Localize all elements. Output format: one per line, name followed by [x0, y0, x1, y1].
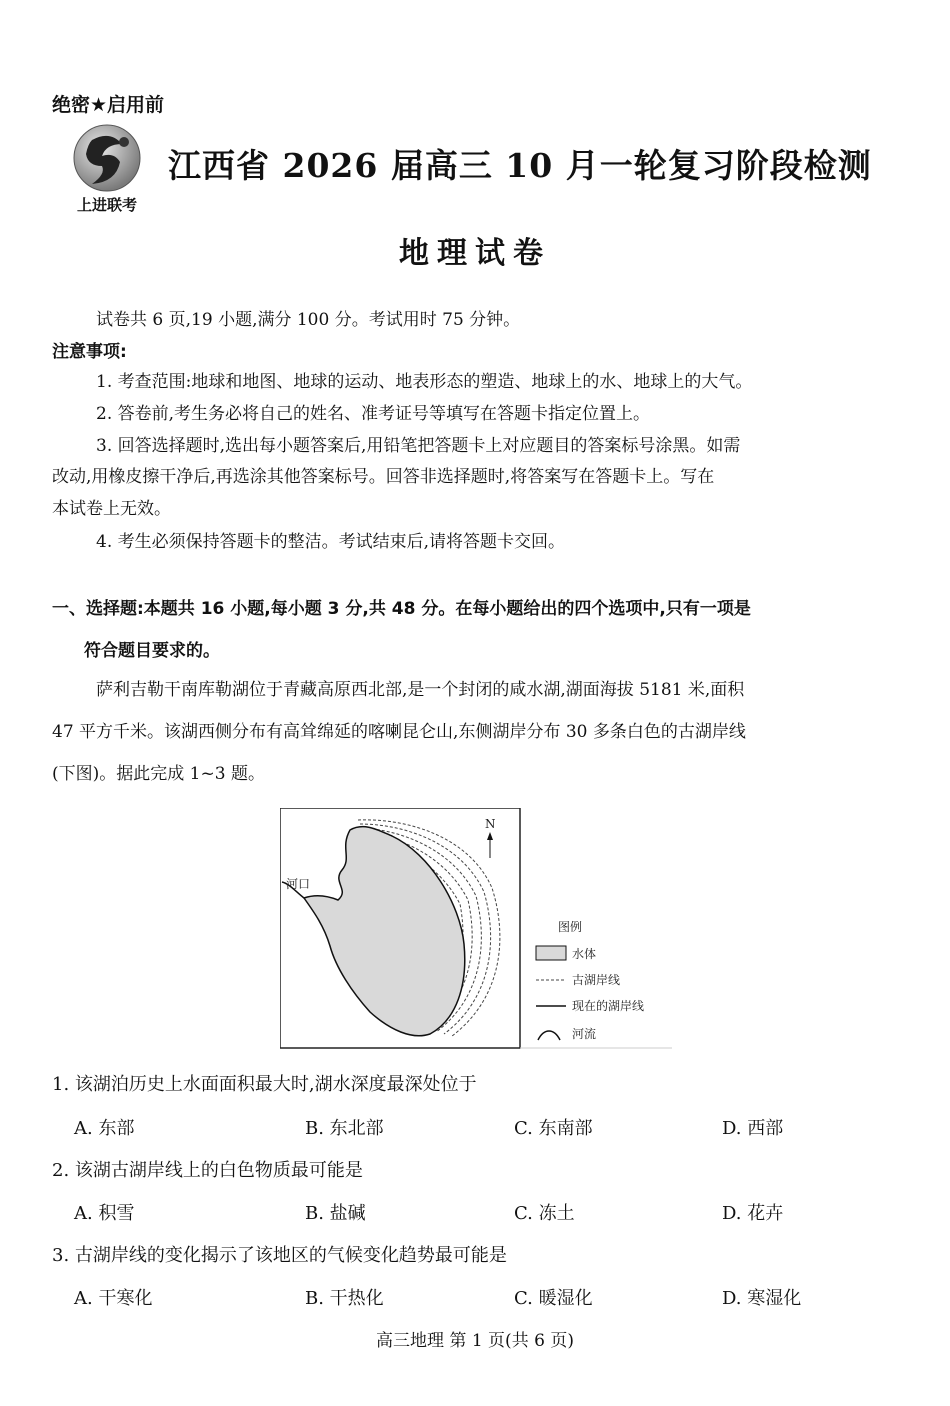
q1-option-c[interactable]: C. 东南部: [514, 1118, 593, 1139]
question-3-stem: 3. 古湖岸线的变化揭示了该地区的气候变化趋势最可能是: [52, 1245, 507, 1266]
lake-water-body: [304, 827, 465, 1036]
exam-title: 江西省 2026 届高三 10 月一轮复习阶段检测: [168, 146, 872, 185]
passage-line-2: 47 平方千米。该湖西侧分布有高耸绵延的喀喇昆仑山,东侧湖岸分布 30 多条白色的古湖岸线: [52, 722, 746, 742]
section-heading-cont: 符合题目要求的。: [84, 641, 220, 661]
lake-map-figure: [280, 808, 672, 1050]
note-item-4: 4. 考生必须保持答题卡的整洁。考试结束后,请将答题卡交回。: [96, 532, 566, 552]
legend-river-icon: [538, 1031, 560, 1040]
q2-option-a[interactable]: A. 积雪: [74, 1203, 135, 1224]
legend-water-swatch: [536, 946, 566, 960]
legend-river: 河流: [572, 1027, 597, 1041]
logo: [62, 122, 152, 217]
question-2-stem: 2. 该湖古湖岸线上的白色物质最可能是: [52, 1160, 363, 1181]
page-footer: 高三地理 第 1 页(共 6 页): [376, 1331, 574, 1351]
intro-text: 试卷共 6 页,19 小题,满分 100 分。考试用时 75 分钟。: [96, 310, 521, 330]
legend-current: 现在的湖岸线: [572, 999, 645, 1013]
q1-option-d[interactable]: D. 西部: [722, 1118, 784, 1139]
confidential-label: 绝密★启用前: [52, 94, 165, 116]
q3-option-b[interactable]: B. 干热化: [305, 1288, 384, 1309]
river-mouth-label: 河口: [286, 877, 311, 891]
q1-option-a[interactable]: A. 东部: [74, 1118, 135, 1139]
q2-option-b[interactable]: B. 盐碱: [305, 1203, 366, 1224]
legend-ancient: 古湖岸线: [572, 973, 621, 987]
legend-water: 水体: [572, 947, 597, 961]
logo-text: 上进联考: [76, 196, 137, 214]
passage-line-3: (下图)。据此完成 1~3 题。: [52, 764, 265, 784]
passage-line-1: 萨利吉勒干南库勒湖位于青藏高原西北部,是一个封闭的咸水湖,湖面海拔 5181 米,面积: [96, 680, 745, 700]
q2-option-d[interactable]: D. 花卉: [722, 1203, 784, 1224]
q1-option-b[interactable]: B. 东北部: [305, 1118, 384, 1139]
note-item-2: 2. 答卷前,考生务必将自己的姓名、准考证号等填写在答题卡指定位置上。: [96, 404, 651, 424]
q2-option-c[interactable]: C. 冻土: [514, 1203, 575, 1224]
legend-title: 图例: [558, 920, 583, 934]
note-item-3-cont: 改动,用橡皮擦干净后,再选涂其他答案标号。回答非选择题时,将答案写在答题卡上。写在: [52, 467, 715, 487]
q3-option-c[interactable]: C. 暖湿化: [514, 1288, 593, 1309]
note-item-3-end: 本试卷上无效。: [52, 499, 171, 519]
logo-icon: [62, 122, 152, 197]
q3-option-d[interactable]: D. 寒湿化: [722, 1288, 802, 1309]
north-label: N: [485, 817, 496, 831]
question-1-stem: 1. 该湖泊历史上水面面积最大时,湖水深度最深处位于: [52, 1074, 477, 1095]
notes-heading: 注意事项:: [52, 342, 127, 362]
note-item-1: 1. 考查范围:地球和地图、地球的运动、地表形态的塑造、地球上的水、地球上的大气。: [96, 372, 753, 392]
section-heading: 一、选择题:本题共 16 小题,每小题 3 分,共 48 分。在每小题给出的四个选项中,只有一项是: [52, 599, 751, 619]
q3-option-a[interactable]: A. 干寒化: [74, 1288, 153, 1309]
note-item-3: 3. 回答选择题时,选出每小题答案后,用铅笔把答题卡上对应题目的答案标号涂黑。如需: [96, 436, 741, 456]
subject-title: 地理试卷: [399, 236, 551, 271]
